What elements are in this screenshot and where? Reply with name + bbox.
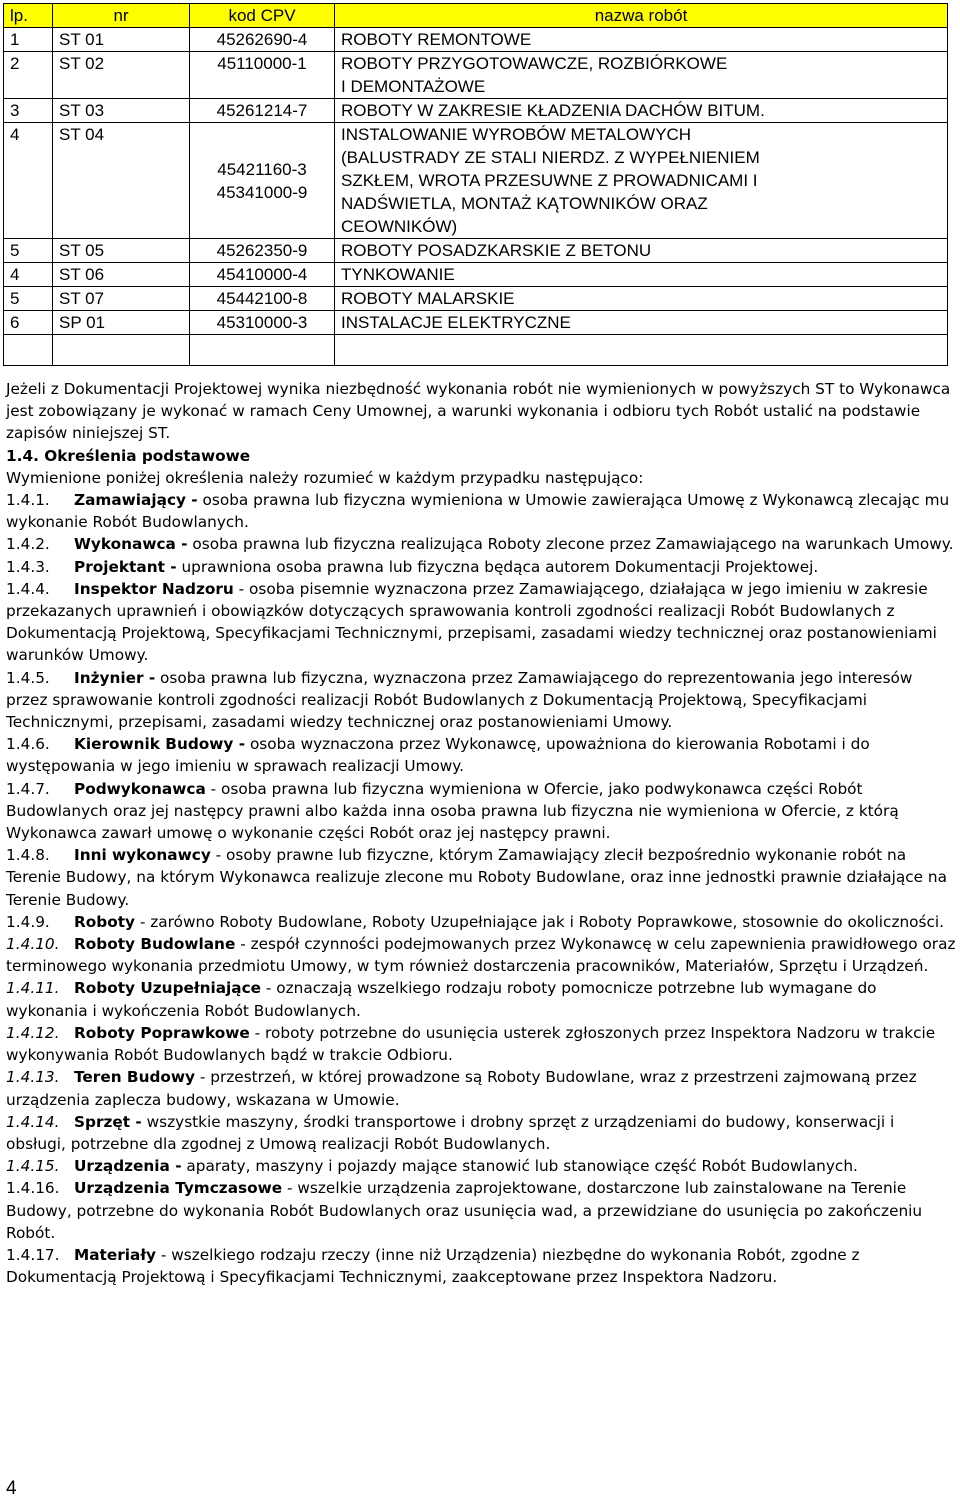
- definition-text: osoba prawna lub fizyczna wymieniona w Umowie zawierająca Umowę z Wykonawcą zlecając mu wykonanie Robót Budowlanych.: [6, 491, 950, 532]
- definition-number: 1.4.14.: [6, 1112, 60, 1131]
- cell-nr: ST 04: [53, 123, 190, 239]
- section-title: Określenia podstawowe: [44, 446, 251, 465]
- document-body: [6, 378, 956, 1288]
- cpv-table: [3, 3, 948, 366]
- cell-nr: ST 01: [53, 28, 190, 52]
- definition-text: osoba wyznaczona przez Wykonawcę, upoważniona do kierowania Robotami i do występowania w jego imieniu w sprawach realizacji Umowy.: [6, 735, 870, 776]
- cell-name-line: SZKŁEM, WROTA PRZESUWNE Z PROWADNICAMI I: [341, 171, 758, 190]
- definition-text: uprawniona osoba prawna lub fizyczna będąca autorem Dokumentacji Projektowej.: [176, 557, 819, 576]
- cell-nr: ST 07: [53, 287, 190, 311]
- cell-name-line: INSTALOWANIE WYROBÓW METALOWYCH: [341, 125, 692, 144]
- table-header-row: [4, 4, 948, 28]
- cell-cpv: 45261214-7: [190, 99, 335, 123]
- cell-cpv-line: 45341000-9: [216, 182, 308, 202]
- cell-lp: 6: [4, 311, 53, 335]
- definition-text: - wszelkiego rodzaju rzeczy (inne niż Urządzenia) niezbędne do wykonania Robót, zgodne z Dokumentacją Projektową i Specyfikacjami Technicznymi, zaakceptowane przez Inspektora Nadzoru.: [6, 1245, 860, 1287]
- definition-number: 1.4.3.: [6, 557, 50, 576]
- definition-text: aparaty, maszyny i pojazdy mające stanowić lub stanowiące część Robót Budowlanych.: [181, 1157, 858, 1176]
- cell-lp: 5: [4, 239, 53, 263]
- definition-item: [6, 1066, 956, 1110]
- cell-cpv: 45110000-1: [190, 52, 335, 99]
- definition-number: 1.4.17.: [6, 1245, 60, 1264]
- definition-number: 1.4.15.: [6, 1157, 60, 1176]
- definition-term: Wykonawca -: [74, 535, 188, 554]
- section-number: 1.4.: [6, 446, 39, 465]
- definition-term: Roboty Poprawkowe: [74, 1023, 250, 1042]
- definition-term: Projektant -: [74, 557, 177, 576]
- definition-number: 1.4.4.: [6, 579, 50, 598]
- header-lp: lp.: [4, 4, 53, 28]
- header-nr: nr: [53, 4, 190, 28]
- cell-nr: ST 02: [53, 52, 190, 99]
- definition-number: 1.4.11.: [6, 979, 60, 998]
- definition-number: 1.4.7.: [6, 779, 50, 798]
- cell-cpv: [190, 123, 335, 239]
- definition-text: osoba prawna lub fizyczna realizująca Roboty zlecone przez Zamawiającego na warunkach Umowy.: [187, 535, 954, 554]
- definition-term: Inżynier -: [74, 668, 156, 687]
- definition-term: Urządzenia Tymczasowe: [74, 1179, 283, 1198]
- definition-item: [6, 844, 956, 911]
- definition-number: 1.4.16.: [6, 1179, 60, 1198]
- cell-nr: ST 05: [53, 239, 190, 263]
- cell-empty: [190, 335, 335, 366]
- table-row: [4, 287, 948, 311]
- cell-name-line: I DEMONTAŻOWE: [341, 77, 486, 96]
- table-row: [4, 239, 948, 263]
- cell-cpv: 45410000-4: [190, 263, 335, 287]
- cell-nr: ST 03: [53, 99, 190, 123]
- definition-term: Materiały: [74, 1245, 156, 1264]
- table-row: [4, 52, 948, 99]
- definition-item: [6, 933, 956, 977]
- cell-name-line: NADŚWIETLA, MONTAŻ KĄTOWNIKÓW ORAZ: [341, 194, 708, 213]
- cell-cpv-line: 45421160-3: [217, 159, 307, 179]
- page-number: 4: [6, 1478, 17, 1499]
- cell-name: ROBOTY W ZAKRESIE KŁADZENIA DACHÓW BITUM.: [335, 99, 948, 123]
- cell-name: [335, 123, 948, 239]
- definition-item: [6, 733, 956, 777]
- cell-lp: 4: [4, 123, 53, 239]
- cell-lp: 1: [4, 28, 53, 52]
- definition-text: osoba prawna lub fizyczna, wyznaczona przez Zamawiającego do reprezentowania jego interesów przez sprawowanie kontroli zgodności realizacji Robót Budowlanych z Dokumentacją Projektową, Specyfikacjami Technicznymi, przepisami, zasadami wiedzy technicznej oraz postanowieniami Umowy.: [6, 668, 913, 732]
- definition-item: [6, 1111, 956, 1155]
- cell-lp: 5: [4, 287, 53, 311]
- definition-item: [6, 533, 956, 555]
- definition-term: Inspektor Nadzoru: [74, 579, 234, 598]
- definition-item: [6, 578, 956, 667]
- definition-number: 1.4.2.: [6, 535, 50, 554]
- definition-text: wszystkie maszyny, środki transportowe i drobny sprzęt z urządzeniami do budowy, konserwacji i obsługi, potrzebne dla zgodnej z Umową realizacji Robót Budowlanych.: [6, 1112, 895, 1153]
- definition-number: 1.4.6.: [6, 735, 50, 754]
- definition-number: 1.4.1.: [6, 491, 50, 510]
- intro-paragraph: Jeżeli z Dokumentacji Projektowej wynika niezbędność wykonania robót nie wymienionych w powyższych ST to Wykonawca jest zobowiązany je wykonać w ramach Ceny Umownej, a warunki wykonania i odbioru tych Robót ustalić na podstawie zapisów niniejszej ST.: [6, 380, 951, 443]
- definition-item: [6, 556, 956, 578]
- table-row: [4, 311, 948, 335]
- cell-name: ROBOTY POSADZKARSKIE Z BETONU: [335, 239, 948, 263]
- definition-number: 1.4.5.: [6, 668, 50, 687]
- definition-term: Zamawiający -: [74, 491, 198, 510]
- cell-lp: 4: [4, 263, 53, 287]
- definition-item: [6, 911, 956, 933]
- cell-name: ROBOTY REMONTOWE: [335, 28, 948, 52]
- cell-lp: 2: [4, 52, 53, 99]
- table-row: [4, 263, 948, 287]
- cell-lp: 3: [4, 99, 53, 123]
- definition-text: - wszelkie urządzenia zaprojektowane, dostarczone lub zainstalowane na Terenie Budowy, potrzebne do wykonania Robót Budowlanych oraz usunięcia wad, a przewidziane do usunięcia po zakończeniu Robót.: [6, 1179, 923, 1242]
- definition-item: [6, 1155, 956, 1177]
- definition-term: Podwykonawca: [74, 779, 206, 798]
- definition-term: Inni wykonawcy: [74, 846, 211, 865]
- definitions-list: [6, 489, 956, 1288]
- cell-name: ROBOTY MALARSKIE: [335, 287, 948, 311]
- definition-text: - przestrzeń, w której prowadzone są Roboty Budowlane, wraz z przestrzeni zajmowaną przez urządzenia zaplecza budowy, wskazana w Umowie.: [6, 1068, 917, 1109]
- cell-name: TYNKOWANIE: [335, 263, 948, 287]
- section-heading: [6, 445, 956, 467]
- definition-item: [6, 977, 956, 1021]
- cell-name: INSTALACJE ELEKTRYCZNE: [335, 311, 948, 335]
- definition-text: - zarówno Roboty Budowlane, Roboty Uzupełniające jak i Roboty Poprawkowe, stosownie do okoliczności.: [135, 912, 945, 931]
- definition-number: 1.4.12.: [6, 1023, 60, 1042]
- cell-name-line: CEOWNIKÓW): [341, 217, 458, 236]
- header-cpv: kod CPV: [190, 4, 335, 28]
- cell-cpv: 45442100-8: [190, 287, 335, 311]
- table-row: [4, 123, 948, 239]
- cell-nr: ST 06: [53, 263, 190, 287]
- definition-number: 1.4.10.: [6, 935, 60, 954]
- cell-empty: [53, 335, 190, 366]
- definition-number: 1.4.13.: [6, 1068, 60, 1087]
- definition-text: - osoba pisemnie wyznaczona przez Zamawiającego, działająca w jego imieniu w zakresie przekazanych uprawnień i obowiązków dotyczących sprawowania kontroli zgodności realizacji Robót Budowlanych z Dokumentacją Projektową, Specyfikacjami Technicznymi, przepisami, zasadami wiedzy technicznej oraz postanowieniami warunków Umowy.: [6, 579, 937, 665]
- definition-term: Roboty: [74, 912, 136, 931]
- definition-term: Roboty Budowlane: [74, 935, 236, 954]
- definition-term: Teren Budowy: [74, 1068, 196, 1087]
- definition-item: [6, 1244, 956, 1288]
- cell-cpv: 45262350-9: [190, 239, 335, 263]
- definition-text: - osoba prawna lub fizyczna wymieniona w Ofercie, jako podwykonawca części Robót Budowlanych oraz jej następcy prawni albo każda inna osoba prawna lub fizyczna nie wymieniona w Ofercie, z którą Wykonawca zawarł umowę o wykonanie części Robót oraz jej następcy prawni.: [6, 779, 899, 843]
- definition-text: - roboty potrzebne do usunięcia usterek zgłoszonych przez Inspektora Nadzoru w trakcie wykonywania Robót Budowlanych bądź w trakcie Odbioru.: [6, 1023, 936, 1065]
- definition-text: - oznaczają wszelkiego rodzaju roboty pomocnicze potrzebne lub wymagane do wykonania i wykończenia Robót Budowlanych.: [6, 979, 877, 1020]
- cell-cpv: 45262690-4: [190, 28, 335, 52]
- table-row-empty: [4, 335, 948, 366]
- definition-item: [6, 1022, 956, 1066]
- definition-item: [6, 667, 956, 734]
- table-row: [4, 28, 948, 52]
- definition-item: [6, 1177, 956, 1244]
- cell-name-line: ROBOTY PRZYGOTOWAWCZE, ROZBIÓRKOWE: [341, 54, 728, 73]
- definition-number: 1.4.9.: [6, 912, 50, 931]
- cell-name: [335, 52, 948, 99]
- definition-text: - osoby prawne lub fizyczne, którym Zamawiający zlecił bezpośrednio wykonanie robót na Terenie Budowy, na którym Wykonawca realizuje zlecone mu Roboty Budowlane, oraz inne jednostki prawnie działające na Terenie Budowy.: [6, 846, 947, 909]
- definition-item: [6, 489, 956, 533]
- header-name: nazwa robót: [335, 4, 948, 28]
- definition-text: - zespół czynności podejmowanych przez Wykonawcę w celu zapewnienia prawidłowego oraz terminowego wykonania przedmiotu Umowy, w tym również dostarczenia pracowników, Materiałów, Sprzętu i Urządzeń.: [6, 935, 956, 976]
- cell-nr: SP 01: [53, 311, 190, 335]
- cell-cpv: 45310000-3: [190, 311, 335, 335]
- definition-term: Urządzenia -: [74, 1157, 182, 1176]
- table-row: [4, 99, 948, 123]
- cell-empty: [4, 335, 53, 366]
- definition-term: Sprzęt -: [74, 1112, 142, 1131]
- lead-paragraph: Wymienione poniżej określenia należy rozumieć w każdym przypadku następująco:: [6, 468, 644, 487]
- definition-number: 1.4.8.: [6, 846, 50, 865]
- cell-empty: [335, 335, 948, 366]
- definition-item: [6, 778, 956, 845]
- cell-name-line: (BALUSTRADY ZE STALI NIERDZ. Z WYPEŁNIENIEM: [341, 148, 760, 167]
- definition-term: Roboty Uzupełniające: [74, 979, 262, 998]
- definition-term: Kierownik Budowy -: [74, 735, 246, 754]
